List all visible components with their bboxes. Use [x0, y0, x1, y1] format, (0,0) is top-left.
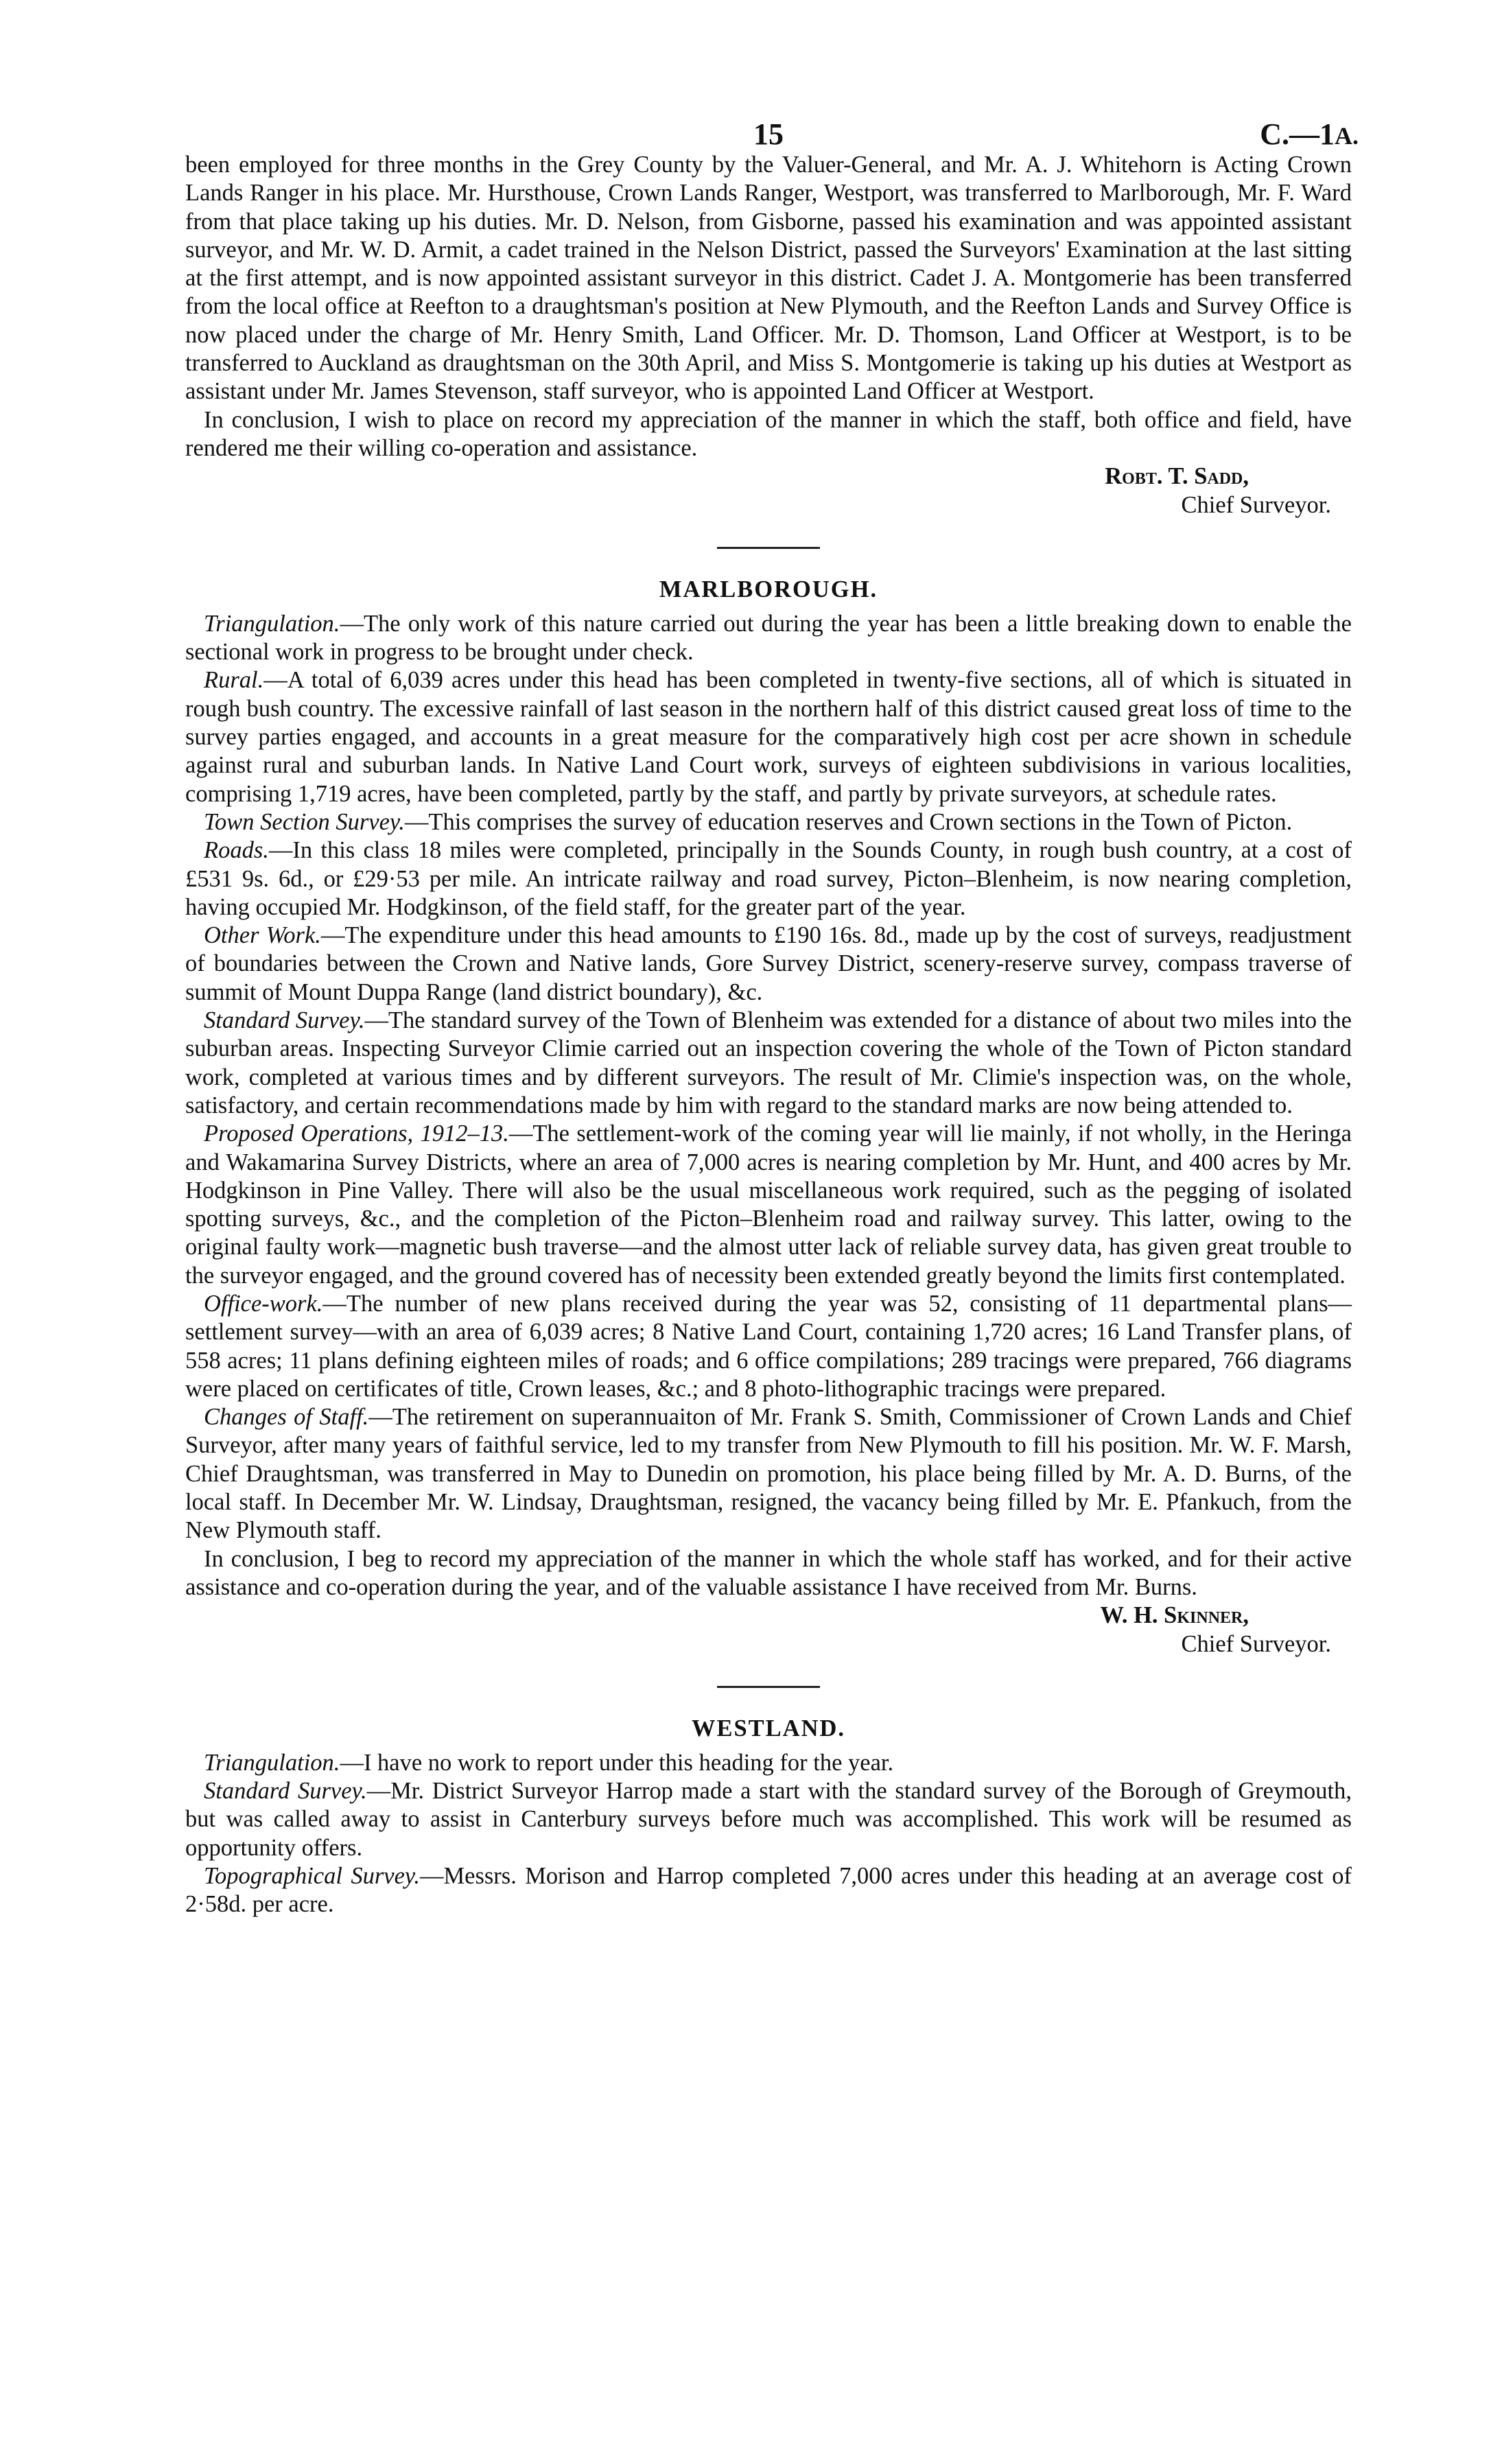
document-page [185, 103, 1359, 1919]
paragraph [185, 1777, 1352, 1862]
paragraph-heading: Standard Survey. [204, 1778, 367, 1805]
paragraph-heading: Topographical Survey. [204, 1863, 420, 1890]
document-code-main: C.—1 [1260, 117, 1335, 151]
paragraph [185, 1862, 1352, 1919]
page-header [185, 103, 1359, 151]
paragraph-text: —I have no work to report under this heading for the year. [340, 1749, 894, 1776]
section-title-marlborough: MARLBOROUGH. [659, 576, 878, 602]
paragraph-text: —This comprises the survey of education reserves and Crown sections in the Town of Picton. [404, 808, 1293, 835]
paragraph [185, 666, 1352, 808]
paragraph [185, 610, 1352, 667]
signature-name: Robt. T. Sadd, [1105, 463, 1249, 490]
paragraph-text: —The standard survey of the Town of Blenheim was extended for a distance of about two miles into the suburban areas. Inspecting Surveyor Climie carried out an inspection covering the whole of the Town of Picton standard work, completed at various times and by different surveyors. The result of Mr. Climie's inspection was, on the whole, satisfactory, and certain recommendations made by him with regard to the standard marks are now being attended to. [185, 1007, 1352, 1118]
signature-title: Chief Surveyor. [1181, 491, 1331, 518]
paragraph-text: —A total of 6,039 acres under this head has been completed in twenty-five sections, all of which is situated in rough bush country. The excessive rainfall of last season in the northern half of this district caused great loss of time to the survey parties engaged, and accounts in a great measure for the comparatively high cost per acre shown in schedule against rural and suburban lands. In Native Land Court work, surveys of eighteen subdivisions in various localities, comprising 1,719 acres, have been completed, partly by the staff, and partly by private surveyors, at schedule rates. [185, 667, 1352, 807]
paragraph-heading: Standard Survey. [204, 1007, 365, 1034]
paragraph [185, 1120, 1352, 1290]
paragraph-text: —In this class 18 miles were completed, principally in the Sounds County, in rough bush country, at a cost of £531 9s. 6d., or £29·53 per mile. An intricate railway and road survey, Picton–Blenheim, is now nearing completion, having occupied Mr. Hodgkinson, of the field staff, for the greater part of the year. [185, 837, 1352, 920]
intro-signature [185, 462, 1352, 519]
paragraph-heading: Proposed Operations, 1912–13. [204, 1120, 509, 1147]
paragraph [185, 836, 1352, 922]
paragraph [185, 1403, 1352, 1545]
marlborough-signature [185, 1601, 1352, 1658]
paragraph-heading: Town Section Survey. [204, 808, 405, 835]
paragraph-heading: Triangulation. [204, 1749, 340, 1776]
paragraph-text: —The retirement on superannuaiton of Mr. Frank S. Smith, Commissioner of Crown Lands and Chief Surveyor, after many years of faithful service, led to my transfer from New Plymouth to fill his position. Mr. W. F. Marsh, Chief Draughtsman, was transferred in May to Dunedin on promotion, his place being filled by Mr. A. D. Burns, of the local staff. In December Mr. W. Lindsay, Draughtsman, resigned, the vacancy being filled by Mr. E. Pfankuch, from the New Plymouth staff. [185, 1404, 1352, 1544]
paragraph-heading: Other Work. [204, 922, 321, 949]
intro-conclusion: In conclusion, I wish to place on record my appreciation of the manner in which the staff, both office and field, have rendered me their willing co-operation and assistance. [185, 406, 1352, 461]
paragraph [185, 1007, 1352, 1120]
section-title-westland: WESTLAND. [691, 1715, 846, 1741]
paragraph [185, 922, 1352, 1007]
marlborough-conclusion: In conclusion, I beg to record my appreciation of the manner in which the whole staff has worked, and for their active assistance and co-operation during the year, and of the valuable assistance I have received from Mr. Burns. [185, 1545, 1352, 1600]
intro-continuation: been employed for three months in the Grey County by the Valuer-General, and Mr. A. J. Whitehorn is Acting Crown Lands Ranger in his place. Mr. Hursthouse, Crown Lands Ranger, Westport, was transferred to Marlborough, Mr. F. Ward from that place taking up his duties. Mr. D. Nelson, from Gisborne, passed his examination and was appointed assistant surveyor, and Mr. W. D. Armit, a cadet trained in the Nelson District, passed the Surveyors' Examination at the last sitting at the first attempt, and is now appointed assistant surveyor in this district. Cadet J. A. Montgomerie has been transferred from the local office at Reefton to a draughtsman's position at New Plymouth, and the Reefton Lands and Survey Office is now placed under the charge of Mr. Henry Smith, Land Officer. Mr. D. Thomson, Land Officer at Westport, is to be transferred to Auckland as draughtsman on the 30th April, and Miss S. Montgomerie is taking up his duties at Westport as assistant under Mr. James Stevenson, staff surveyor, who is appointed Land Officer at Westport. [185, 152, 1352, 405]
paragraph-text: —Mr. District Surveyor Harrop made a start with the standard survey of the Borough of Greymouth, but was called away to assist in Canterbury surveys before much was accomplished. This work will be resumed as opportunity offers. [185, 1778, 1352, 1861]
paragraph-heading: Rural. [204, 667, 264, 694]
section-divider [717, 1686, 820, 1688]
paragraph-text: —Messrs. Morison and Harrop completed 7,000 acres under this heading at an average cost of 2·58d. per acre. [185, 1863, 1352, 1918]
paragraph-text: —The expenditure under this head amounts to £190 16s. 8d., made up by the cost of surveys, readjustment of boundaries between the Crown and Native lands, Gore Survey District, scenery-reserve survey, compass traverse of summit of Mount Duppa Range (land district boundary), &c. [185, 922, 1352, 1005]
paragraph [185, 808, 1352, 836]
paragraph-text: —The number of new plans received during the year was 52, consisting of 11 departmental plans—settlement survey—with an area of 6,039 acres; 8 Native Land Court, containing 1,720 acres; 16 Land Transfer plans, of 558 acres; 11 plans defining eighteen miles of roads; and 6 office compilations; 289 tracings were prepared, 766 diagrams were placed on certificates of title, Crown leases, &c.; and 8 photo-lithographic tracings were prepared. [185, 1290, 1352, 1402]
page-number: 15 [753, 117, 784, 151]
paragraph-text: —The only work of this nature carried out during the year has been a little breaking down to enable the sectional work in progress to be brought under check. [185, 610, 1352, 666]
signature-title: Chief Surveyor. [1181, 1630, 1331, 1657]
paragraph-text: —The settlement-work of the coming year will lie mainly, if not wholly, in the Heringa and Wakamarina Survey Districts, where an area of 7,000 acres is nearing completion by Mr. Hunt, and 400 acres by Mr. Hodgkinson in Pine Valley. There will also be the usual miscellaneous work required, such as the pegging of isolated spotting surveys, &c., and the completion of the Picton–Blenheim road and railway survey. This latter, owing to the original faulty work—magnetic bush traverse—and the almost utter lack of reliable survey data, has given great trouble to the surveyor engaged, and the ground covered has of necessity been extended greatly beyond the limits first contemplated. [185, 1120, 1352, 1289]
paragraph-heading: Roads. [204, 837, 269, 864]
paragraph-heading: Changes of Staff. [204, 1404, 369, 1431]
signature-name: W. H. Skinner, [1100, 1602, 1249, 1629]
paragraph-heading: Office-work. [204, 1290, 323, 1317]
paragraph [185, 1290, 1352, 1403]
document-code-suffix: A. [1335, 122, 1359, 150]
document-code [1260, 117, 1359, 152]
section-divider [717, 547, 820, 549]
paragraph [185, 1749, 1352, 1777]
paragraph-heading: Triangulation. [204, 610, 340, 637]
